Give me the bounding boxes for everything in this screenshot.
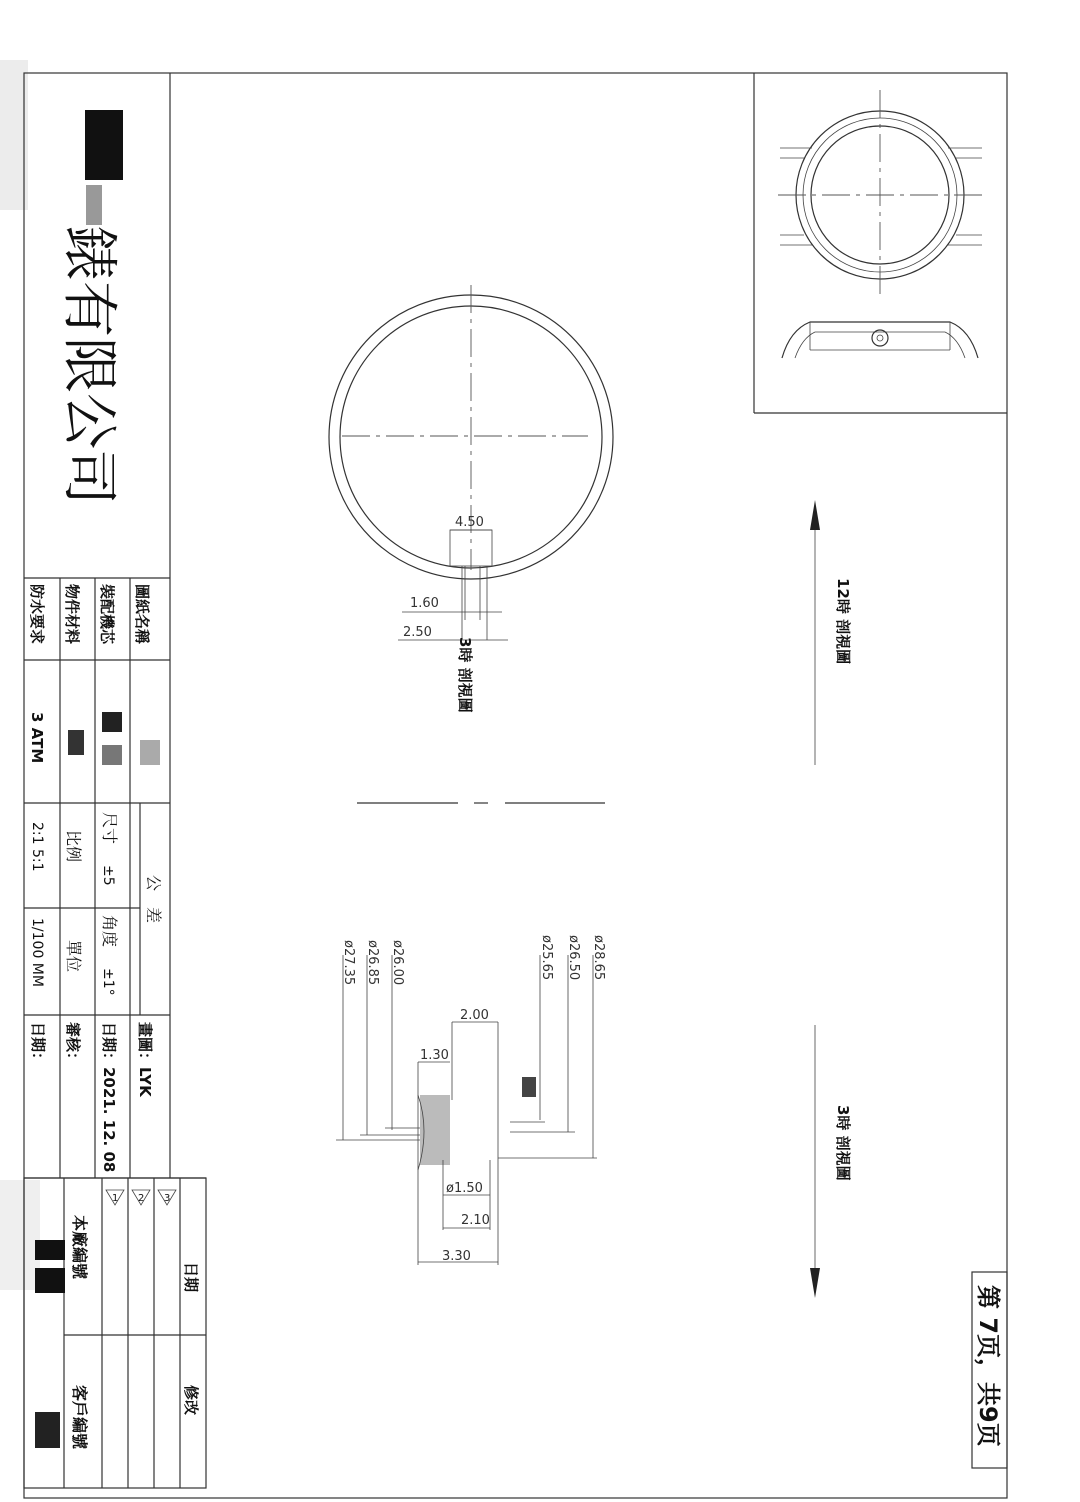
- dim-3-30: 3.30: [442, 1249, 471, 1264]
- scan-shadow: [0, 1180, 40, 1290]
- dia-25-65: ø25.65: [539, 935, 554, 981]
- dim-2-10: 2.10: [461, 1213, 490, 1228]
- drawn-by: 畫圖：LYK: [136, 1022, 154, 1097]
- assembly-label: 裝配機芯: [98, 584, 116, 645]
- review-label: 審核：: [64, 1022, 82, 1068]
- company-name: 錶有限公司: [56, 225, 121, 505]
- revision-modify-label: 修改: [182, 1385, 200, 1416]
- size-label: 尺寸: [100, 812, 119, 845]
- angle-tolerance: ±1°: [100, 968, 116, 996]
- dim-2-50: 2.50: [403, 625, 432, 640]
- direction-arrow-12h: [810, 500, 820, 765]
- direction-arrow-3h: [810, 1025, 820, 1298]
- revision-mark-1: 1: [112, 1193, 119, 1204]
- revision-mark-2: 2: [138, 1193, 145, 1204]
- inset-view: [754, 73, 1007, 413]
- top-section-view: [329, 285, 613, 640]
- angle-label: 角度: [100, 915, 119, 948]
- waterproof-label: 防水要求: [28, 584, 46, 645]
- dia-28-65: ø28.65: [591, 935, 606, 981]
- drawn-date: 日期：2021. 12. 08: [100, 1022, 118, 1173]
- dia-26-85: ø26.85: [365, 940, 380, 986]
- customer-number-label: 客戶編號: [70, 1385, 89, 1450]
- material-label: 物件材料: [63, 584, 81, 645]
- tolerance-label: 公 差: [144, 875, 163, 924]
- dim-1-30: 1.30: [420, 1048, 449, 1063]
- unit-value: 1/100 MM: [29, 918, 45, 987]
- revision-date-label: 日期: [182, 1262, 200, 1293]
- unit-label: 單位: [64, 940, 83, 973]
- drawing-name-label: 圖紙名稱: [133, 584, 151, 645]
- view-label-3h-bottom: 3時 剖視圖: [834, 1105, 852, 1181]
- dia-27-35: ø27.35: [341, 940, 356, 986]
- view-label-12h: 12時 剖視圖: [834, 578, 852, 665]
- factory-number-label: 本廠編號: [70, 1215, 89, 1280]
- dim-1-50: ø1.50: [446, 1181, 483, 1196]
- date-label: 日期：: [29, 1022, 47, 1068]
- page-indicator: 第 7页，共9页: [974, 1285, 1002, 1447]
- size-tolerance: ±5: [100, 865, 116, 886]
- scale-value: 2:1 5:1: [29, 822, 45, 872]
- drawing-border: [24, 73, 1007, 1498]
- view-label-3h-top: 3時 剖視圖: [456, 637, 474, 713]
- scale-label: 比例: [64, 830, 83, 863]
- dia-26-00: ø26.00: [390, 940, 405, 986]
- dim-2-00: 2.00: [460, 1008, 489, 1023]
- dim-1-60: 1.60: [410, 596, 439, 611]
- dim-4-50: 4.50: [455, 515, 484, 530]
- waterproof-value: 3 ATM: [28, 712, 46, 764]
- dia-26-50: ø26.50: [566, 935, 581, 981]
- revision-mark-3: 3: [164, 1193, 171, 1204]
